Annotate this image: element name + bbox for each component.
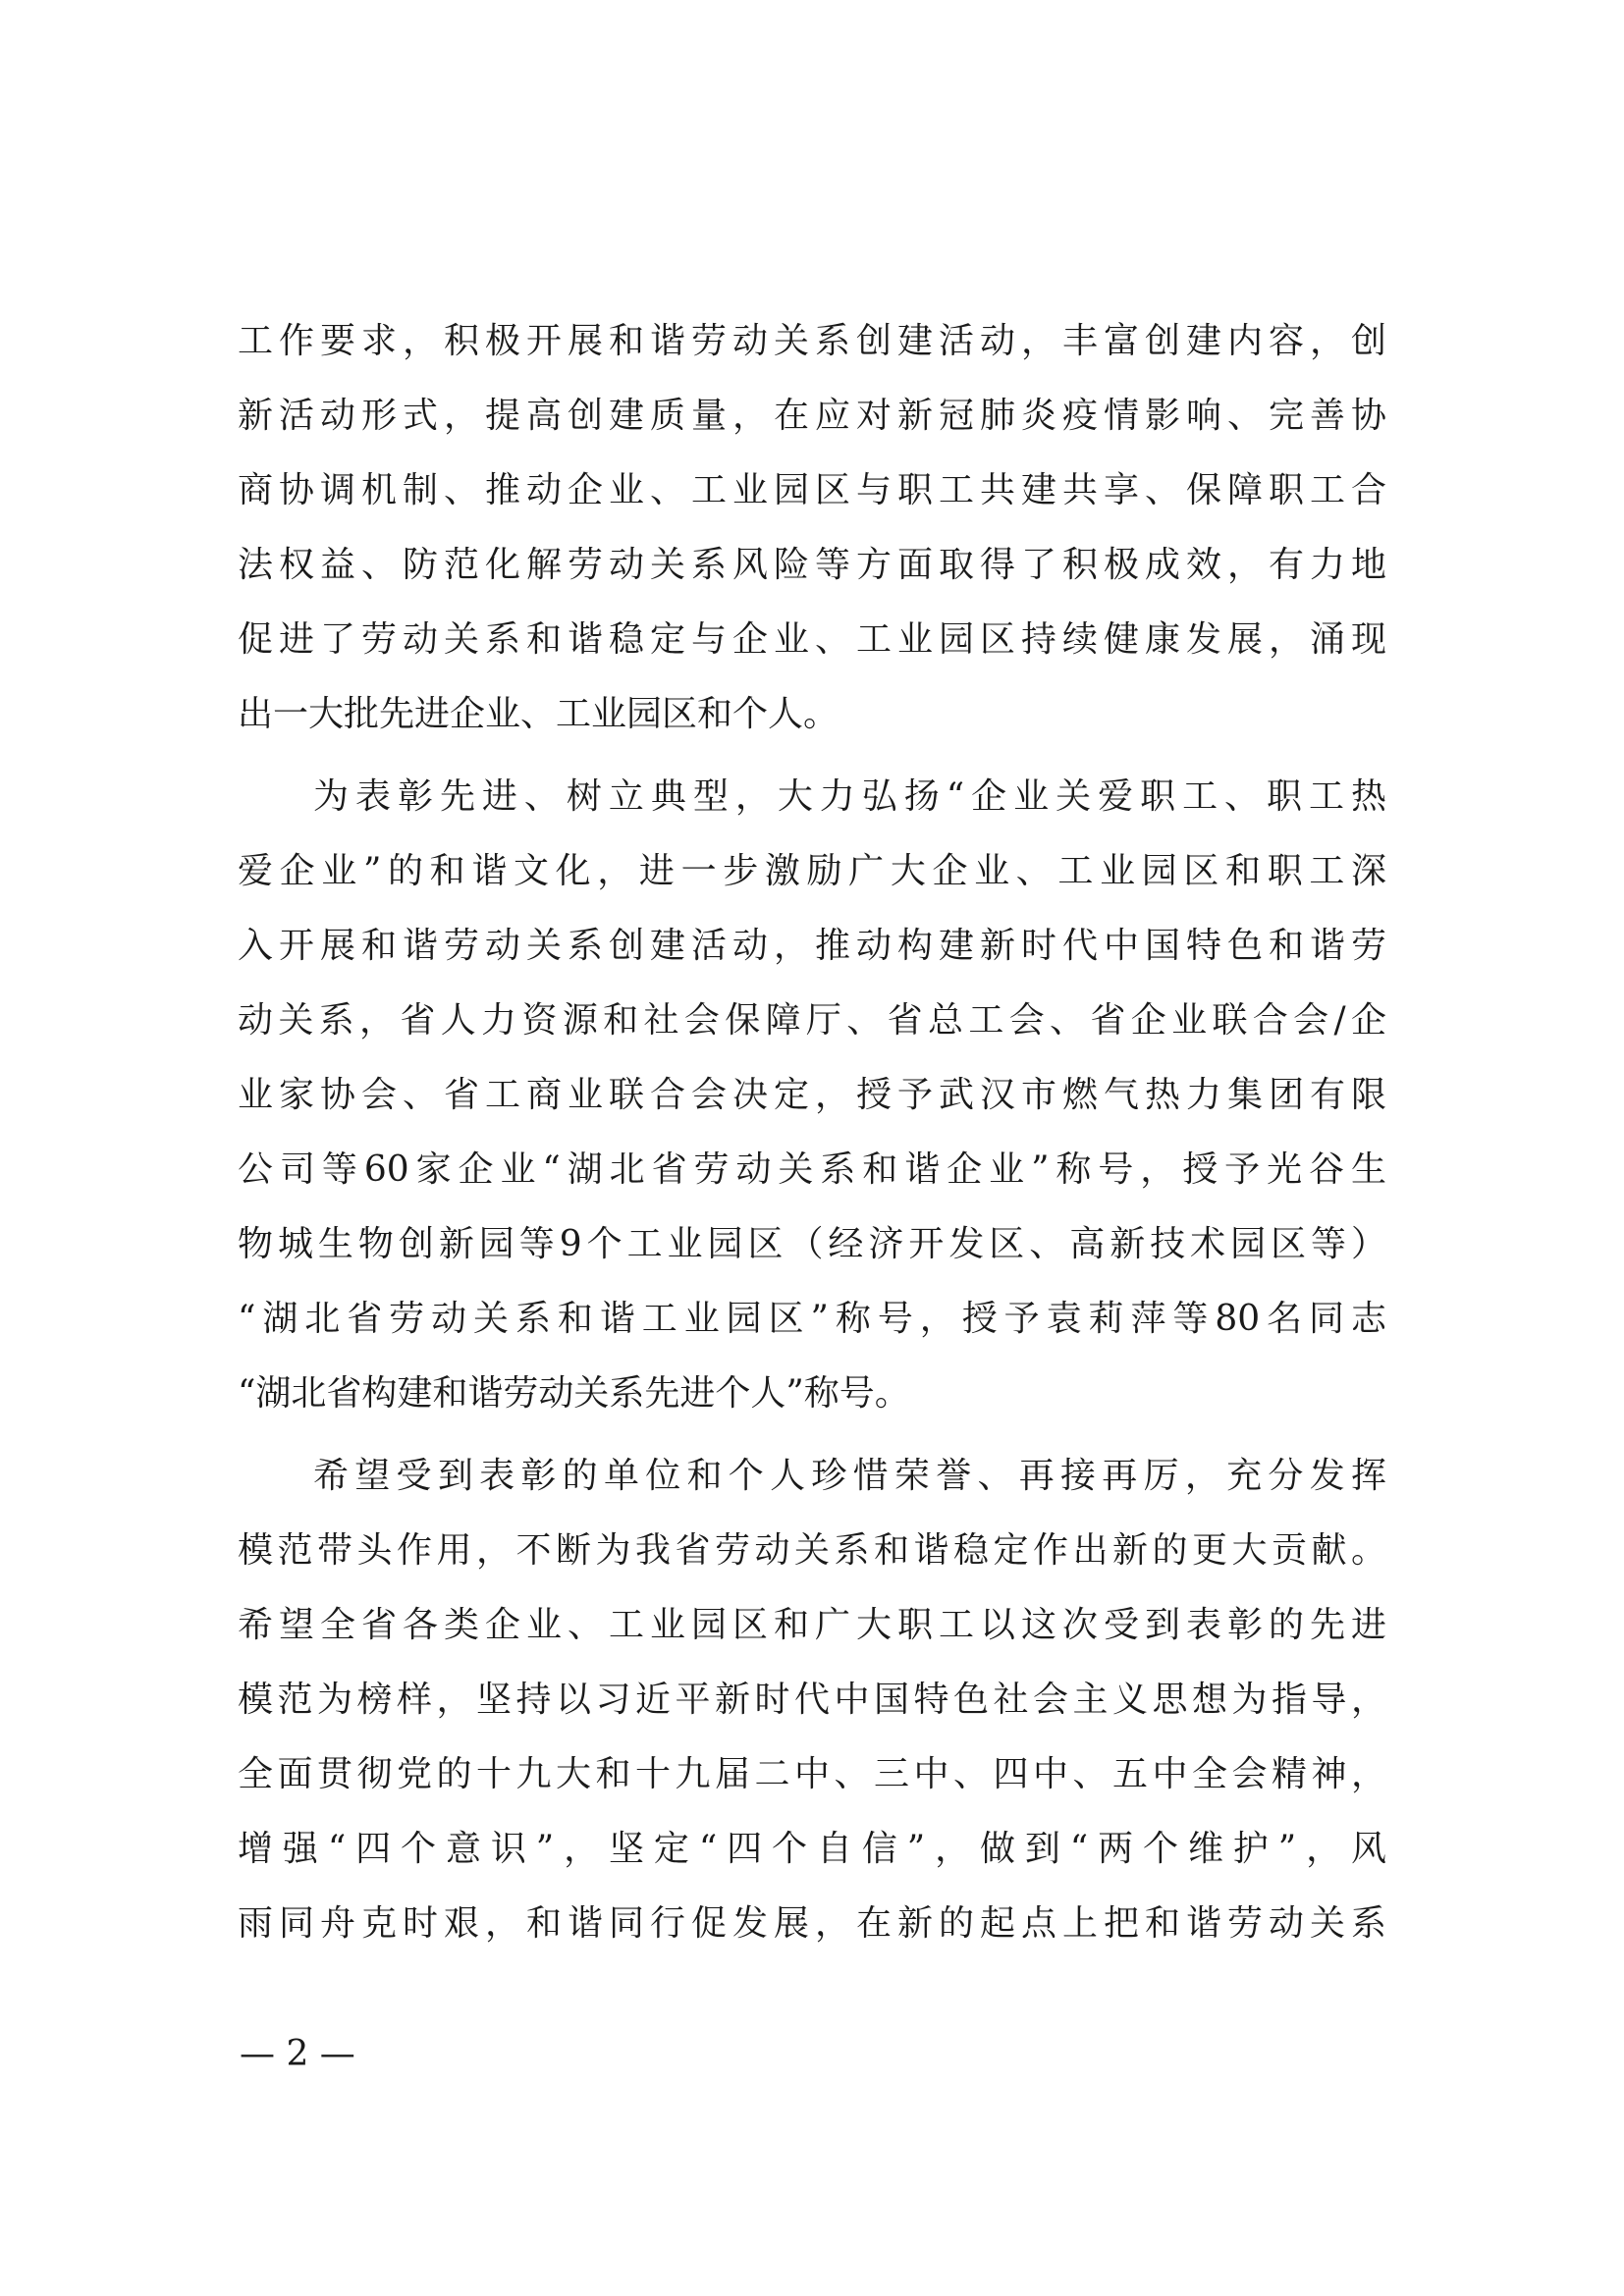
paragraph-2-line-5: 业家协会、省工商业联合会决定，授予武汉市燃气热力集团有限: [238, 1075, 1386, 1115]
paragraph-1-line-3: 商协调机制、推动企业、工业园区与职工共建共享、保障职工合: [238, 470, 1386, 510]
paragraph-3-line-6: 增强“四个意识”，坚定“四个自信”，做到“两个维护”，风: [238, 1829, 1386, 1869]
paragraph-2-line-3: 入开展和谐劳动关系创建活动，推动构建新时代中国特色和谐劳: [238, 926, 1386, 966]
page-number: — 2 —: [240, 2034, 355, 2074]
paragraph-2-line-6: 公司等60家企业“湖北省劳动关系和谐企业”称号，授予光谷生: [238, 1149, 1386, 1190]
paragraph-2-line-7: 物城生物创新园等9个工业园区（经济开发区、高新技术园区等）: [238, 1224, 1386, 1264]
paragraph-2-line-4: 动关系，省人力资源和社会保障厅、省总工会、省企业联合会/企: [238, 1000, 1386, 1041]
paragraph-1-line-6: 出一大批先进企业、工业园区和个人。: [238, 694, 839, 734]
paragraph-2-line-9: “湖北省构建和谐劳动关系先进个人”称号。: [238, 1373, 910, 1414]
paragraph-3-line-4: 模范为榜样，坚持以习近平新时代中国特色社会主义思想为指导，: [238, 1680, 1386, 1720]
paragraph-2-line-2: 爱企业”的和谐文化，进一步激励广大企业、工业园区和职工深: [238, 851, 1386, 891]
paragraph-3-line-3: 希望全省各类企业、工业园区和广大职工以这次受到表彰的先进: [238, 1605, 1386, 1645]
paragraph-3-line-2: 模范带头作用，不断为我省劳动关系和谐稳定作出新的更大贡献。: [238, 1530, 1386, 1571]
document-body: [238, 304, 1386, 1961]
paragraph-2-line-8: “湖北省劳动关系和谐工业园区”称号，授予袁莉萍等80名同志: [238, 1299, 1386, 1339]
paragraph-1-line-2: 新活动形式，提高创建质量，在应对新冠肺炎疫情影响、完善协: [238, 396, 1386, 436]
paragraph-1-line-1: 工作要求，积极开展和谐劳动关系创建活动，丰富创建内容，创: [238, 321, 1386, 361]
paragraph-3-line-7: 雨同舟克时艰，和谐同行促发展，在新的起点上把和谐劳动关系: [238, 1903, 1386, 1944]
paragraph-3-line-5: 全面贯彻党的十九大和十九届二中、三中、四中、五中全会精神，: [238, 1754, 1386, 1794]
paragraph-2-line-1: 为表彰先进、树立典型，大力弘扬“企业关爱职工、职工热: [313, 776, 1386, 817]
paragraph-1-line-5: 促进了劳动关系和谐稳定与企业、工业园区持续健康发展，涌现: [238, 619, 1386, 660]
paragraph-1-line-4: 法权益、防范化解劳动关系风险等方面取得了积极成效，有力地: [238, 545, 1386, 585]
paragraph-3-line-1: 希望受到表彰的单位和个人珍惜荣誉、再接再厉，充分发挥: [313, 1456, 1386, 1496]
